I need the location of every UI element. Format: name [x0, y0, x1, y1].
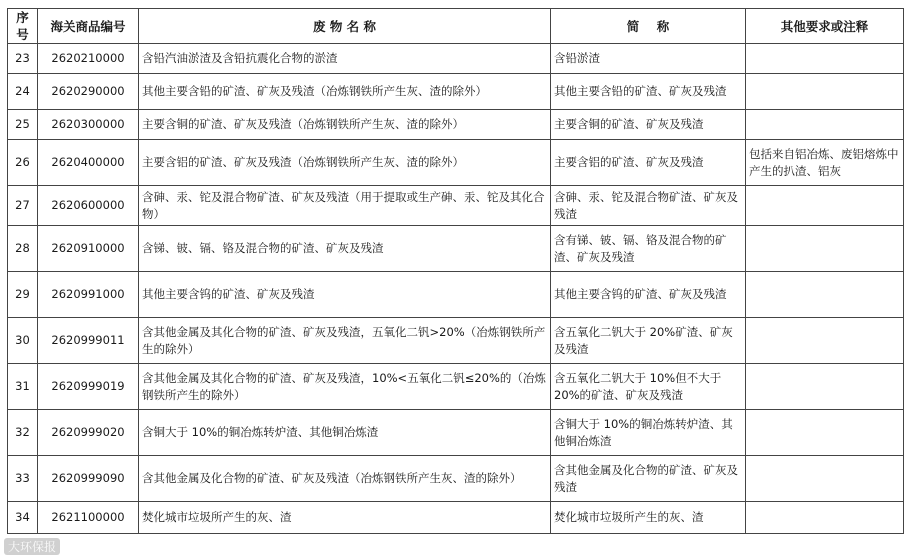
row-waste-name: 主要含铜的矿渣、矿灰及残渣（冶炼钢铁所产生灰、渣的除外） [139, 110, 551, 140]
row-waste-name: 主要含铝的矿渣、矿灰及残渣（冶炼钢铁所产生灰、渣的除外） [139, 140, 551, 186]
row-customs-code: 2620999019 [38, 364, 139, 410]
row-serial-number: 23 [8, 44, 38, 74]
row-notes: 包括来自铝冶炼、废铝熔炼中产生的扒渣、铝灰 [746, 140, 904, 186]
row-abbreviation: 含其他金属及化合物的矿渣、矿灰及残渣 [551, 456, 746, 502]
table-row [8, 44, 904, 74]
row-serial-number: 34 [8, 502, 38, 534]
row-serial-number: 28 [8, 226, 38, 272]
table-row [8, 502, 904, 534]
table-row [8, 456, 904, 502]
row-notes [746, 410, 904, 456]
row-customs-code: 2620290000 [38, 74, 139, 110]
row-customs-code: 2620999020 [38, 410, 139, 456]
row-customs-code: 2620400000 [38, 140, 139, 186]
header-customs-code: 海关商品编号 [38, 9, 139, 44]
row-abbreviation: 含铜大于 10%的铜冶炼转炉渣、其他铜冶炼渣 [551, 410, 746, 456]
row-notes [746, 44, 904, 74]
row-customs-code: 2620999011 [38, 318, 139, 364]
table-row [8, 140, 904, 186]
row-abbreviation: 含五氧化二钒大于 10%但不大于 20%的矿渣、矿灰及残渣 [551, 364, 746, 410]
row-serial-number: 26 [8, 140, 38, 186]
row-notes [746, 318, 904, 364]
row-waste-name: 其他主要含铅的矿渣、矿灰及残渣（冶炼钢铁所产生灰、渣的除外） [139, 74, 551, 110]
table-row [8, 318, 904, 364]
row-waste-name: 含其他金属及其化合物的矿渣、矿灰及残渣，10%<五氧化二钒≤20%的（冶炼钢铁所产生的除外） [139, 364, 551, 410]
header-waste-name: 废 物 名 称 [139, 9, 551, 44]
row-waste-name: 其他主要含钨的矿渣、矿灰及残渣 [139, 272, 551, 318]
row-notes [746, 110, 904, 140]
header-notes: 其他要求或注释 [746, 9, 904, 44]
row-abbreviation: 含有锑、铍、镉、铬及混合物的矿渣、矿灰及残渣 [551, 226, 746, 272]
table-row [8, 272, 904, 318]
header-abbreviation: 简 称 [551, 9, 746, 44]
table-row [8, 364, 904, 410]
table-row [8, 110, 904, 140]
row-waste-name: 含铜大于 10%的铜冶炼转炉渣、其他铜冶炼渣 [139, 410, 551, 456]
table-header-row [8, 9, 904, 44]
row-waste-name: 含铅汽油淤渣及含铅抗震化合物的淤渣 [139, 44, 551, 74]
row-waste-name: 含其他金属及其化合物的矿渣、矿灰及残渣，五氧化二钒>20%（冶炼钢铁所产生的除外） [139, 318, 551, 364]
row-abbreviation: 其他主要含钨的矿渣、矿灰及残渣 [551, 272, 746, 318]
row-notes [746, 74, 904, 110]
row-abbreviation: 主要含铜的矿渣、矿灰及残渣 [551, 110, 746, 140]
table-row [8, 186, 904, 226]
row-serial-number: 24 [8, 74, 38, 110]
table-row [8, 74, 904, 110]
row-serial-number: 25 [8, 110, 38, 140]
row-serial-number: 27 [8, 186, 38, 226]
row-abbreviation: 含铅淤渣 [551, 44, 746, 74]
row-waste-name: 焚化城市垃圾所产生的灰、渣 [139, 502, 551, 534]
row-waste-name: 含砷、汞、铊及混合物矿渣、矿灰及残渣（用于提取或生产砷、汞、铊及其化合物） [139, 186, 551, 226]
table-row [8, 410, 904, 456]
row-abbreviation: 其他主要含铅的矿渣、矿灰及残渣 [551, 74, 746, 110]
row-waste-name: 含锑、铍、镉、铬及混合物的矿渣、矿灰及残渣 [139, 226, 551, 272]
row-abbreviation: 主要含铝的矿渣、矿灰及残渣 [551, 140, 746, 186]
row-notes [746, 456, 904, 502]
table-row [8, 226, 904, 272]
header-serial-number: 序号 [8, 9, 38, 44]
row-customs-code: 2620991000 [38, 272, 139, 318]
row-notes [746, 364, 904, 410]
row-serial-number: 32 [8, 410, 38, 456]
row-waste-name: 含其他金属及化合物的矿渣、矿灰及残渣（冶炼钢铁所产生灰、渣的除外） [139, 456, 551, 502]
row-customs-code: 2621100000 [38, 502, 139, 534]
row-serial-number: 29 [8, 272, 38, 318]
row-customs-code: 2620600000 [38, 186, 139, 226]
row-notes [746, 502, 904, 534]
row-serial-number: 33 [8, 456, 38, 502]
row-customs-code: 2620300000 [38, 110, 139, 140]
row-notes [746, 272, 904, 318]
row-serial-number: 30 [8, 318, 38, 364]
row-notes [746, 186, 904, 226]
waste-catalog-table [7, 8, 904, 534]
row-abbreviation: 焚化城市垃圾所产生的灰、渣 [551, 502, 746, 534]
row-serial-number: 31 [8, 364, 38, 410]
row-customs-code: 2620210000 [38, 44, 139, 74]
row-abbreviation: 含砷、汞、铊及混合物矿渣、矿灰及残渣 [551, 186, 746, 226]
row-customs-code: 2620910000 [38, 226, 139, 272]
row-abbreviation: 含五氧化二钒大于 20%矿渣、矿灰及残渣 [551, 318, 746, 364]
row-customs-code: 2620999090 [38, 456, 139, 502]
row-notes [746, 226, 904, 272]
watermark-logo: 大环保报 [4, 538, 60, 555]
